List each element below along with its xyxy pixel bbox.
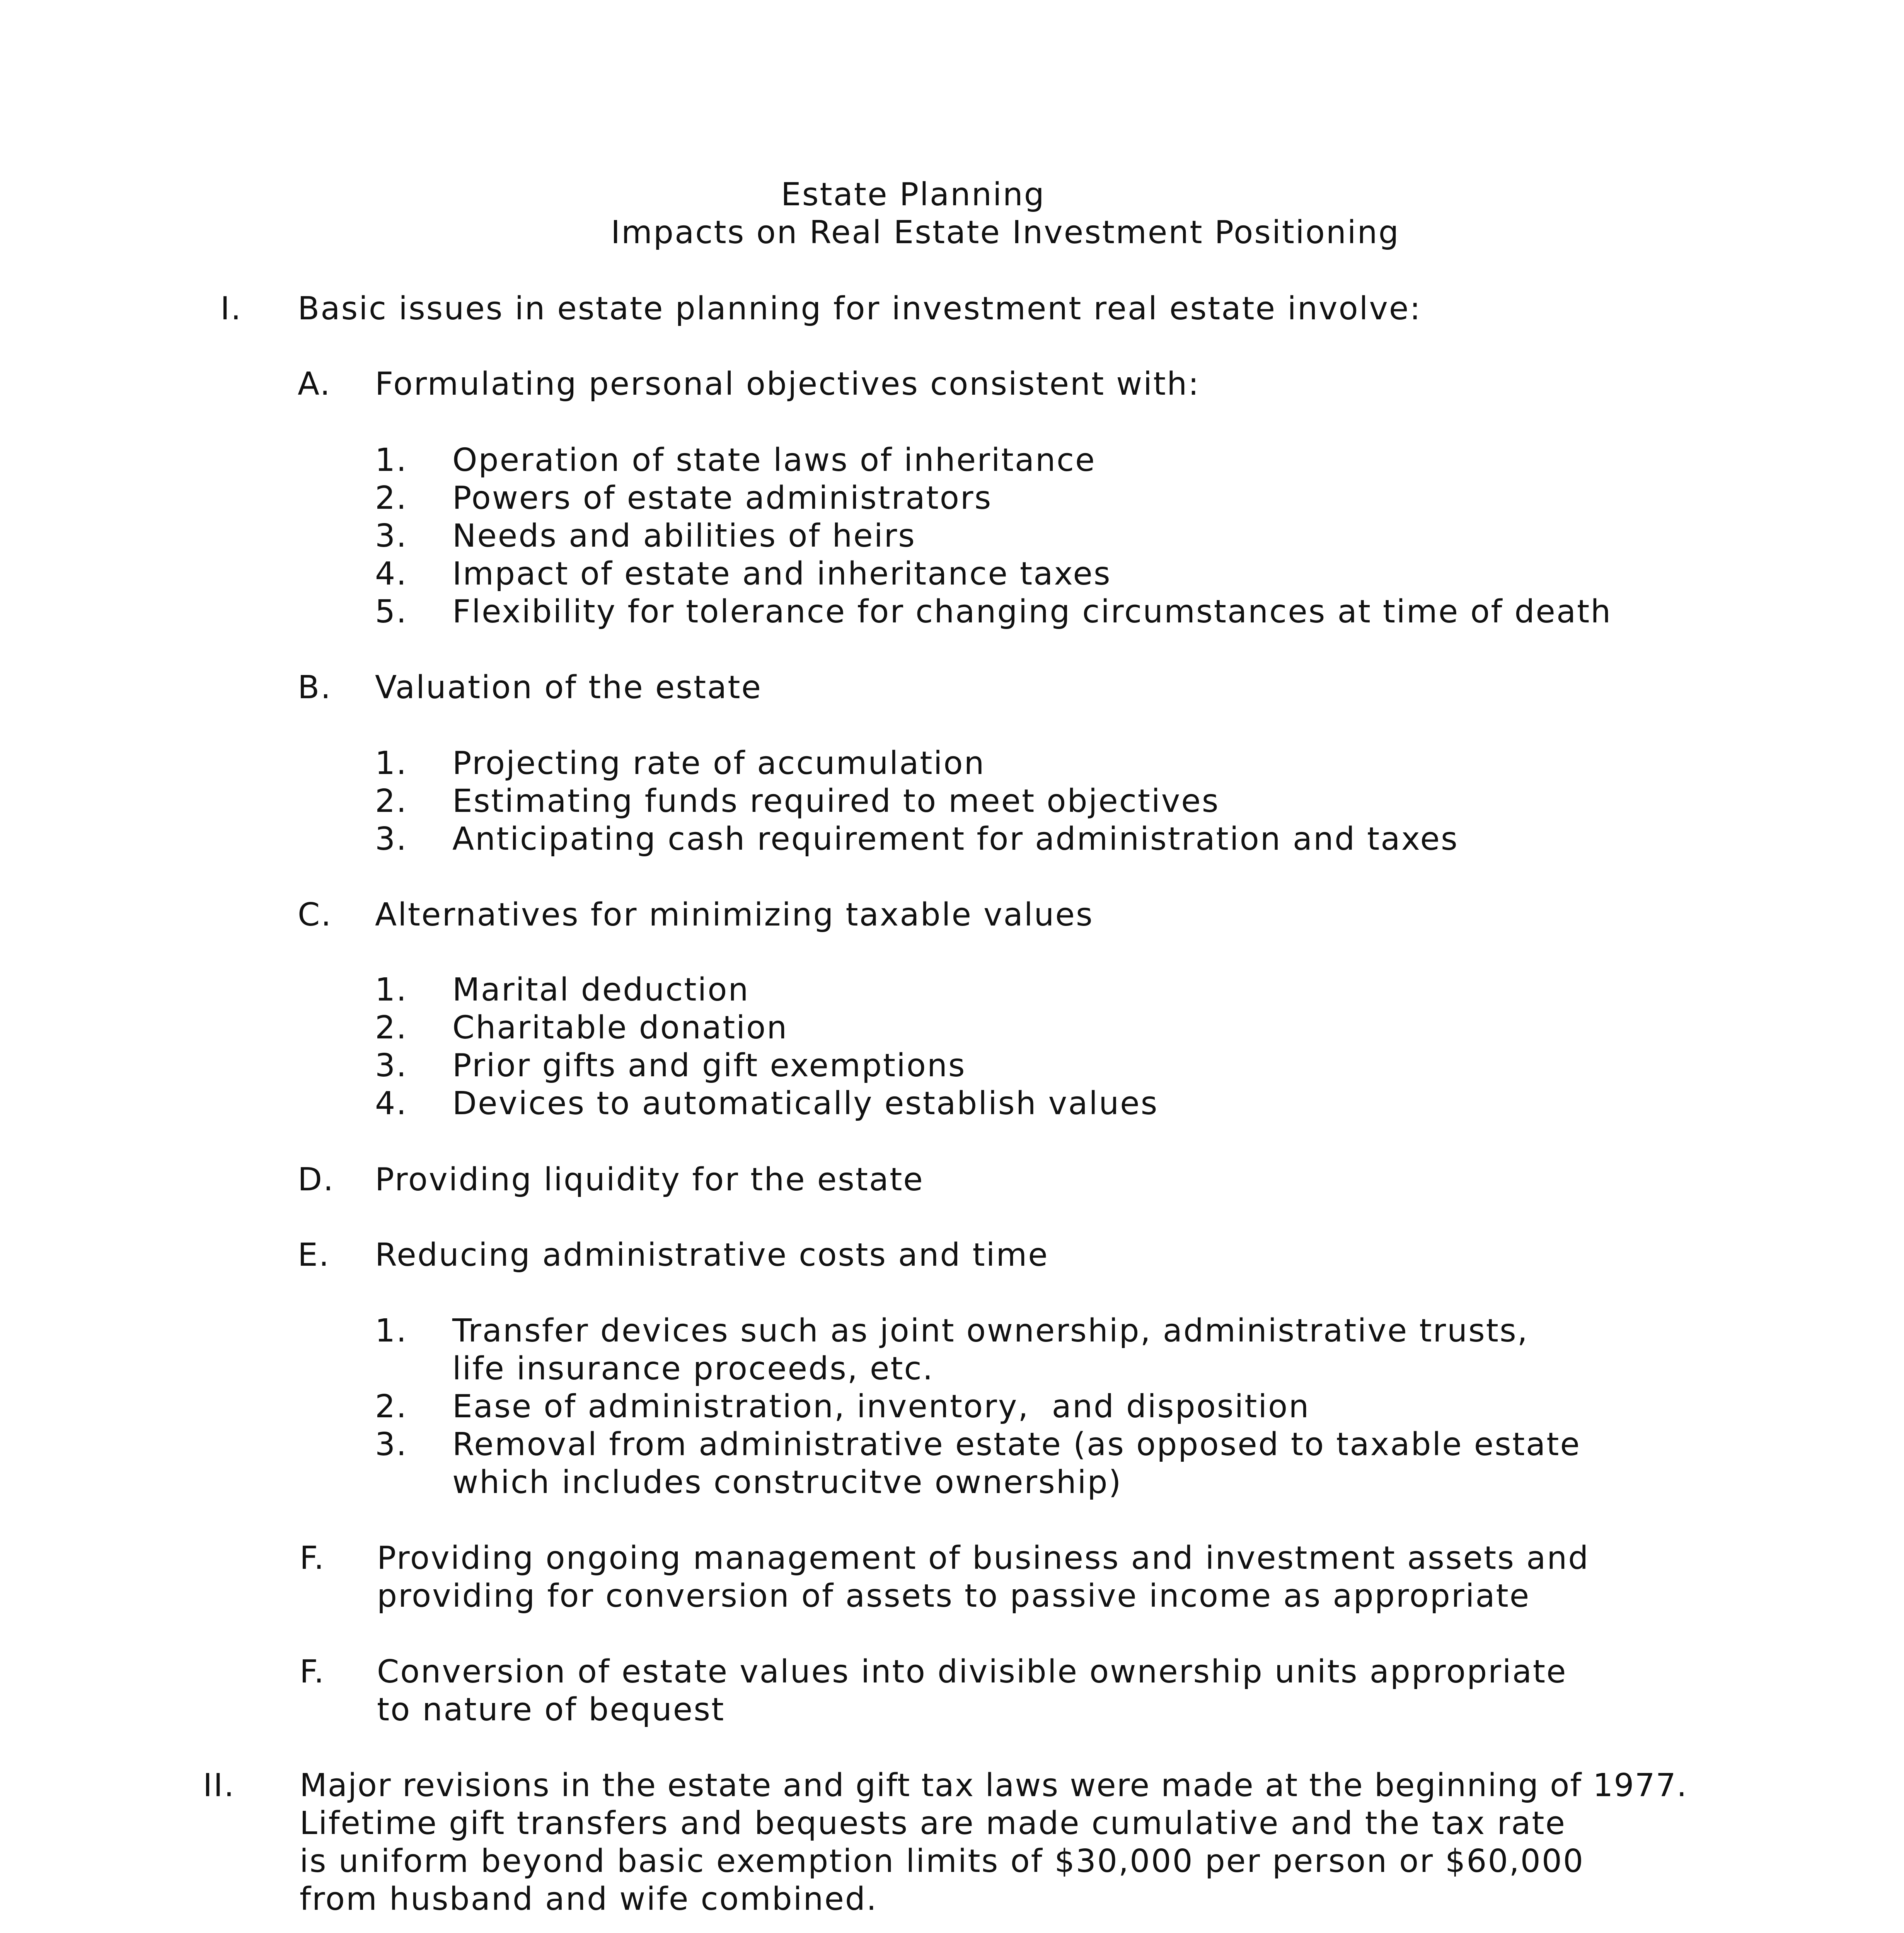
subitem-text: Anticipating cash requirement for administration and taxes [452, 821, 1459, 857]
subitem-marker: 5. [375, 593, 408, 630]
subitem-marker: 4. [375, 556, 408, 592]
subitem-marker: 1. [375, 972, 408, 1008]
document-subtitle: Impacts on Real Estate Investment Positioning [611, 214, 1400, 251]
item-heading: Alternatives for minimizing taxable values [375, 897, 1094, 933]
item-marker: F. [300, 1653, 326, 1690]
subitem-marker: 3. [375, 1047, 408, 1084]
subitem-marker: 2. [375, 783, 408, 820]
document-title: Estate Planning [781, 176, 1045, 213]
subitem-marker: 2. [375, 1388, 408, 1425]
subitem-text: Needs and abilities of heirs [452, 518, 916, 554]
subitem-text: Powers of estate administrators [452, 480, 992, 516]
subitem-text: Charitable donation [452, 1009, 788, 1046]
subitem-text: Estimating funds required to meet objectives [452, 783, 1220, 820]
item-marker: C. [298, 897, 332, 933]
subitem-text: Marital deduction [452, 972, 750, 1008]
item-heading: Formulating personal objectives consistent with: [375, 366, 1200, 402]
item-text: Conversion of estate values into divisible ownership units appropriate [377, 1653, 1567, 1690]
item-heading: Reducing administrative costs and time [375, 1237, 1049, 1273]
subitem-marker: 2. [375, 1009, 408, 1046]
subitem-text: Impact of estate and inheritance taxes [452, 556, 1111, 592]
subitem-text: Prior gifts and gift exemptions [452, 1047, 966, 1084]
subitem-marker: 4. [375, 1085, 408, 1122]
item-text: Providing ongoing management of business and investment assets and [377, 1540, 1590, 1577]
subitem-text: Flexibility for tolerance for changing circumstances at time of death [452, 593, 1612, 630]
section-text: from husband and wife combined. [300, 1881, 878, 1918]
subitem-marker: 1. [375, 1313, 408, 1349]
subitem-text: life insurance proceeds, etc. [452, 1350, 934, 1387]
subitem-marker: 2. [375, 480, 408, 516]
subitem-text: Devices to automatically establish values [452, 1085, 1159, 1122]
item-heading: Valuation of the estate [375, 669, 762, 706]
subitem-marker: 3. [375, 1426, 408, 1463]
subitem-marker: 1. [375, 442, 408, 479]
item-text: to nature of bequest [377, 1691, 725, 1728]
subitem-marker: 3. [375, 821, 408, 857]
item-marker: D. [298, 1161, 335, 1198]
section-marker: I. [220, 290, 242, 327]
subitem-marker: 1. [375, 745, 408, 782]
section-text: Major revisions in the estate and gift tax laws were made at the beginning of 1977. [300, 1767, 1688, 1804]
subitem-text: Removal from administrative estate (as opposed to taxable estate [452, 1426, 1581, 1463]
item-heading: Providing liquidity for the estate [375, 1161, 924, 1198]
subitem-marker: 3. [375, 518, 408, 554]
section-text: is uniform beyond basic exemption limits of $30,000 per person or $60,000 [300, 1843, 1585, 1880]
section-heading: Basic issues in estate planning for investment real estate involve: [298, 290, 1422, 327]
item-marker: E. [298, 1237, 330, 1273]
item-marker: F. [300, 1540, 326, 1577]
subitem-text: Transfer devices such as joint ownership, administrative trusts, [452, 1313, 1529, 1349]
subitem-text: Ease of administration, inventory, and disposition [452, 1388, 1310, 1425]
section-text: Lifetime gift transfers and bequests are made cumulative and the tax rate [300, 1805, 1566, 1842]
subitem-text: which includes construcitve ownership) [452, 1464, 1122, 1501]
subitem-text: Operation of state laws of inheritance [452, 442, 1096, 479]
item-marker: B. [298, 669, 332, 706]
subitem-text: Projecting rate of accumulation [452, 745, 985, 782]
item-marker: A. [298, 366, 331, 402]
section-marker: II. [203, 1767, 235, 1804]
item-text: providing for conversion of assets to passive income as appropriate [377, 1578, 1531, 1614]
